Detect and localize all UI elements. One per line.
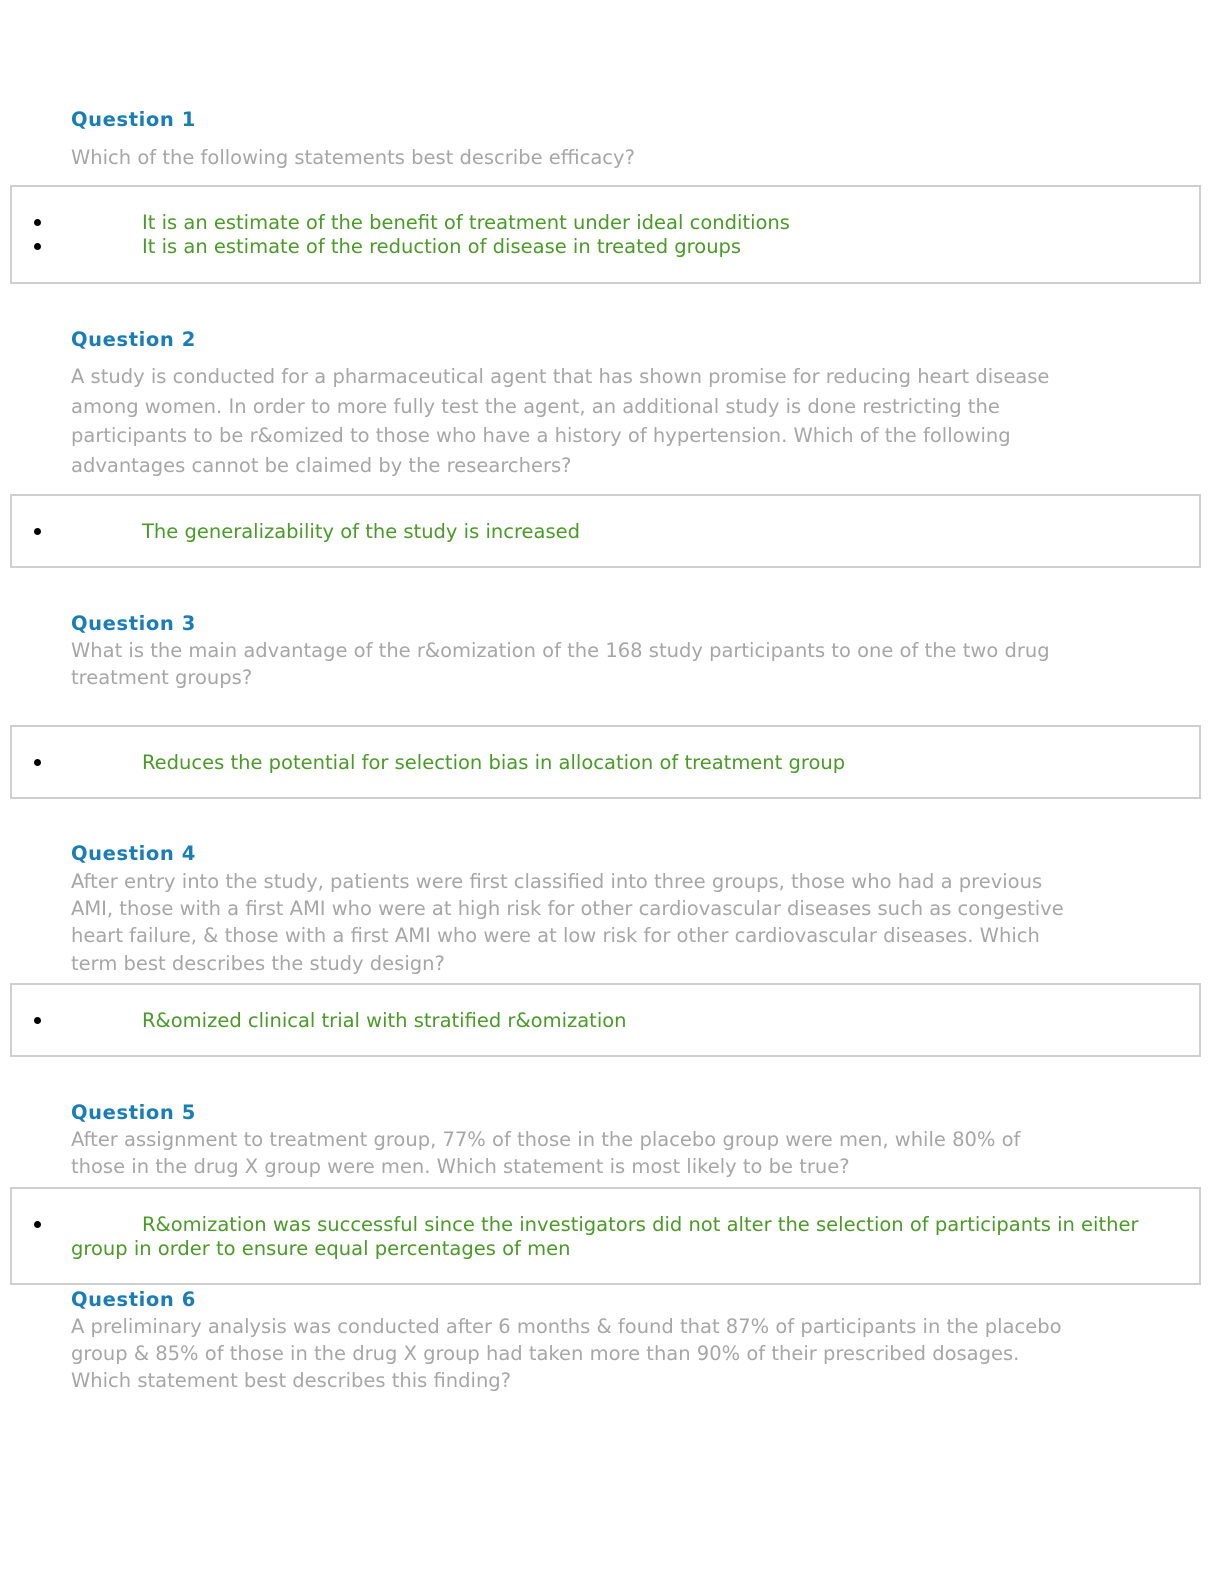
question-text-line: advantages cannot be claimed by the researchers? — [71, 453, 572, 477]
question-text-line: group & 85% of those in the drug X group had taken more than 90% of their prescribed dosages. — [71, 1342, 1020, 1366]
question-text-line: term best describes the study design? — [71, 951, 445, 975]
question-text-line: those in the drug X group were men. Which statement is most likely to be true? — [71, 1155, 850, 1179]
question-1-text: Which of the following statements best describe efficacy? — [71, 146, 635, 169]
question-text-line: treatment groups? — [71, 666, 253, 690]
question-2-title: Question 2 — [71, 328, 196, 351]
answer-text: R&omization was successful since the investigators did not alter the selection of participants in either group in order to ensure equal percentages of men — [71, 1213, 1139, 1260]
question-1-answer-box — [10, 185, 1201, 284]
question-text-line: After assignment to treatment group, 77% of those in the placebo group were men, while 80% of — [71, 1128, 1021, 1151]
question-3-answer-box — [10, 725, 1201, 799]
question-text-line: heart failure, & those with a first AMI who were at low risk for other cardiovascular diseases. Which — [71, 924, 1040, 948]
question-text-line: participants to be r&omized to those who have a history of hypertension. Which of the following — [71, 424, 1011, 448]
bullet-icon — [34, 759, 41, 766]
question-6-text — [71, 1313, 1062, 1395]
question-1-title: Question 1 — [71, 108, 196, 131]
question-3-text — [71, 637, 1050, 691]
question-4-text — [71, 868, 1064, 977]
answer-text: R&omized clinical trial with stratified r&omization — [142, 1009, 627, 1032]
bullet-icon — [34, 1017, 41, 1024]
question-6-title: Question 6 — [71, 1288, 196, 1311]
question-3-title: Question 3 — [71, 612, 196, 635]
bullet-icon — [34, 243, 41, 250]
question-5-text — [71, 1126, 1020, 1180]
question-text-line: Which statement best describes this finding? — [71, 1369, 512, 1393]
question-4-title: Question 4 — [71, 842, 196, 865]
answer-text: The generalizability of the study is increased — [142, 520, 581, 543]
answer-item — [12, 1213, 1199, 1261]
answer-text: It is an estimate of the benefit of treatment under ideal conditions — [142, 211, 790, 234]
question-text-line: After entry into the study, patients were first classified into three groups, those who had a previous — [71, 870, 1043, 893]
bullet-icon — [34, 219, 41, 226]
question-2-text — [71, 362, 1049, 480]
question-text-line: What is the main advantage of the r&omization of the 168 study participants to one of the two drug — [71, 639, 1050, 662]
question-5-answer-box — [10, 1187, 1201, 1285]
bullet-icon — [34, 1221, 41, 1228]
answer-text: Reduces the potential for selection bias in allocation of treatment group — [142, 751, 846, 774]
question-text-line: A preliminary analysis was conducted after 6 months & found that 87% of participants in the placebo — [71, 1315, 1062, 1338]
question-5-title: Question 5 — [71, 1101, 196, 1124]
answer-text: It is an estimate of the reduction of disease in treated groups — [142, 235, 742, 258]
question-text-line: A study is conducted for a pharmaceutical agent that has shown promise for reducing heart disease — [71, 365, 1050, 388]
question-2-answer-box — [10, 494, 1201, 568]
question-text-line: AMI, those with a first AMI who were at high risk for other cardiovascular diseases such as congestive — [71, 897, 1064, 921]
question-text-line: among women. In order to more fully test the agent, an additional study is done restricting the — [71, 394, 1000, 418]
question-4-answer-box — [10, 983, 1201, 1057]
bullet-icon — [34, 528, 41, 535]
